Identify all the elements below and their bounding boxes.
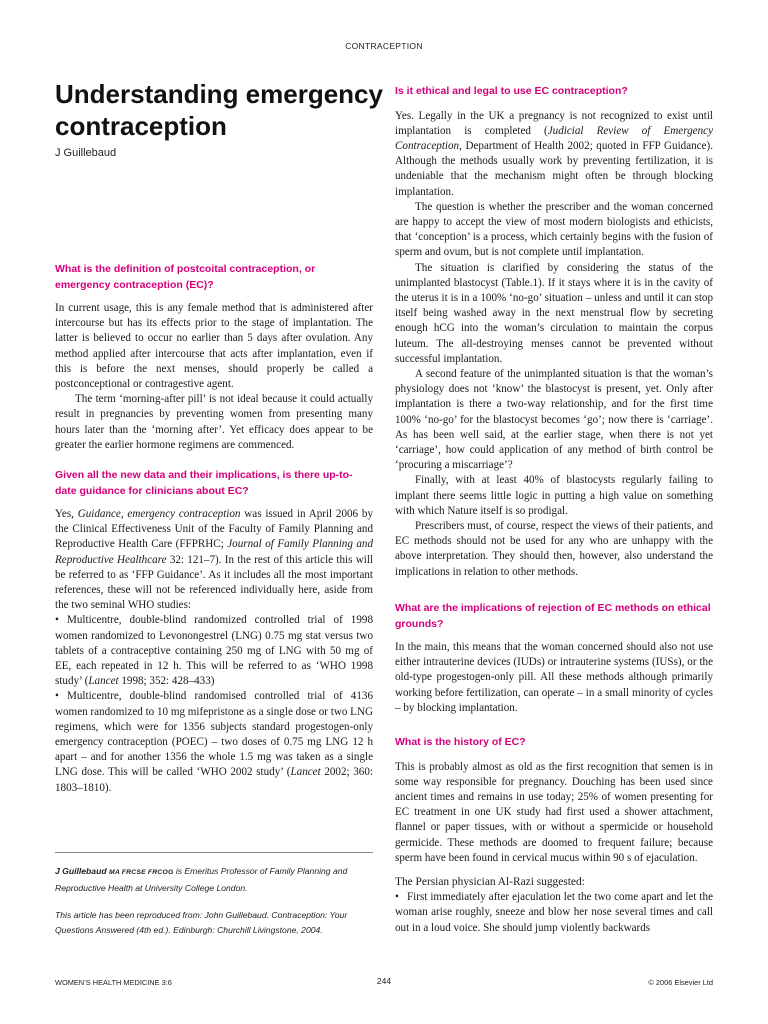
footer-copyright: © 2006 Elsevier Ltd (648, 978, 713, 987)
paragraph: A second feature of the unimplanted situation is that the woman’s physiology does not ‘know’ the blastocyst is present, yet. Only after implantation is there a two-way relationship, and for the first time 100% ‘no-go’ for the blastocyst becomes ‘go’; now there is ‘carriage’. As has been well said, at the earlier stage, when there is not yet ‘carriage’, how could application of any method of birth control be ‘procuring a miscarriage’? (395, 367, 713, 472)
bullet-item (55, 689, 373, 795)
section-body (395, 109, 713, 580)
paragraph: The term ‘morning-after pill’ is not ideal because it could actually result in pregnancies by preventing women from presenting many hours later than the ‘morning after’. Yet efficacy does appear to be greater the earlier hormone regimens are commenced. (55, 393, 373, 451)
section-heading: What is the history of EC? (395, 736, 526, 748)
author-note (55, 864, 373, 937)
author-bio (55, 864, 373, 895)
author-credentials: MA FRCSE FRCOG (108, 869, 174, 876)
italic-title: Guidance, emergency contraception (77, 508, 241, 520)
text-run: , Department of Health 2002; quoted in FFP Guidance). Although the methods usually work by preventing fertilization, it is undeniable that the mechanism might often be through blocking implantation. (395, 139, 713, 198)
paragraph: Prescribers must, of course, respect the views of their patients, and EC methods should not be used for any who are unhappy with the above interpretation. They should then, however, also understand the implications in relation to other methods. (395, 519, 713, 578)
section-implications (395, 601, 713, 716)
text-run: Multicentre, double-blind randomised controlled trial of 4136 women randomized to 10 mg mifepristone as a single dose or two LNG regimens, which were for 1356 subjects standard progestogen-only emergency contraception (POEC) – two doses of 0.75 mg LNG 12 h apart – and for another 1356 the whole 1.5 mg was taken as a single LNG dose. This will be called ‘WHO 2002 study’ ( (55, 690, 373, 779)
paragraph: In current usage, this is any female method that is administered after intercourse but has its effects prior to the stage of implantation. The latter is believed to occur no earlier than 5 days after ovulation. Any method applied after intercourse that acts after implantation, even if this is before the next menses, should properly be called a postconceptional or contragestive agent. (55, 302, 373, 391)
text-run: was issued in April 2006 by the Clinical Effectiveness Unit of the Faculty of Family Planning and Reproductive Health Care (FFPRHC; (55, 508, 373, 551)
text-run: Yes, (55, 508, 78, 520)
bullet-icon: • (55, 690, 59, 703)
journal-title: Lancet (88, 675, 119, 688)
footer-journal: WOMEN’S HEALTH MEDICINE 3:6 (55, 978, 172, 987)
section-guidance (55, 468, 373, 796)
journal-title: Journal of Family Planning and Reproductive Healthcare (55, 538, 373, 566)
section-ethics (395, 84, 713, 580)
divider (55, 852, 373, 853)
text-run: First immediately after ejaculation let the two come apart and let the woman arise roughly, sneeze and blow her nose several times and call out in a loud voice. She should jump violently backwards (395, 891, 713, 934)
title-line-2: contraception (55, 111, 227, 141)
section-history (395, 735, 713, 936)
section-heading: What is the definition of postcoital contraception, or emergency contraception (EC)? (55, 263, 316, 291)
section-heading: Is it ethical and legal to use EC contraception? (395, 85, 628, 97)
section-heading: Given all the new data and their implications, is there up-to-date guidance for clinicians about EC? (55, 469, 353, 497)
paragraph: In the main, this means that the woman concerned should also not use either intrauterine devices (IUDs) or intrauterine systems (IUSs), or the old-type progestogen-only pill. All these methods although primarily working before fertilization, can operate – in a small minority of cycles – by blocking implantation. (395, 641, 713, 714)
page-number: 244 (376, 976, 392, 986)
paragraph (395, 109, 713, 200)
italic-title: Judicial Review of Emergency Contraception (395, 124, 713, 152)
text-run: 2002; 360: 1803–1810). (55, 766, 373, 794)
reproduced-note: This article has been reproduced from: John Guillebaud. Contraception: Your Questions Answered (4th ed.). Edinburgh: Churchill Livingstone, 2004. (55, 910, 348, 935)
running-head: CONTRACEPTION (345, 41, 423, 51)
paragraph: The question is whether the prescriber and the woman concerned are happy to accept the view of most modern biologists and ethicists, that ‘conception’ is a process, which certainly begins with the fusion of sperm and ovum, but is not complete until implantation. (395, 200, 713, 259)
article-author: J Guillebaud (55, 147, 117, 159)
section-definition (55, 262, 373, 453)
article-title (55, 78, 385, 142)
bullet-item (55, 613, 373, 689)
text-run: Multicentre, double-blind randomized controlled trial of 1998 women randomized to Levonongestrel (LNG) 0.75 mg stat versus two tablets of a contraceptive containing 250 mg of LNG with 50 mg of EE, each repeated in 12 h. This will be referred to as ‘WHO 1998 study’ ( (55, 614, 373, 688)
section-heading: What are the implications of rejection of EC methods on ethical grounds? (395, 602, 711, 630)
subheading: The Persian physician Al-Razi suggested: (395, 875, 585, 888)
bullet-icon: • (395, 891, 399, 904)
text-run: Yes. Legally in the UK a pregnancy is not recognized to exist until implantation is completed ( (395, 109, 713, 137)
bullet-item (395, 890, 713, 936)
text-run: 1998; 352: 428–433) (118, 675, 215, 688)
section-body (55, 301, 373, 453)
section-body (395, 640, 713, 716)
paragraph: Finally, with at least 40% of blastocysts regularly failing to implant there seems little logic in putting a high value on something with which Nature itself is so prodigal. (395, 474, 713, 517)
paragraph: This is probably almost as old as the first recognition that semen is in some way responsible for pregnancy. Douching has been used since ancient times and remains in use today; 25% of women presenting for EC treatment in one UK study had first used a shower attachment, flannel or paper tissues, with or without a spermicide or household germicide. These methods are doomed to frequent failure; because sperm have been found in cervical mucus within 90 s of ejaculation. (395, 760, 713, 864)
text-run: is Emeritus Professor of Family Planning and Reproductive Health at University College London. (55, 866, 348, 893)
section-body (395, 760, 713, 936)
bullet-icon: • (55, 614, 59, 627)
author-name: J Guillebaud (55, 866, 107, 876)
text-run: 32: 121–7). In the rest of this article this will be referred to as ‘FFP Guidance’. As it includes all the most important references, these will not be referenced individually here, aside from the two seminal WHO studies: (55, 553, 373, 612)
section-body (55, 507, 373, 796)
journal-title: Lancet (290, 766, 321, 779)
paragraph (55, 507, 373, 613)
title-line-1: Understanding emergency (55, 79, 383, 109)
paragraph: The situation is clarified by considering the status of the unimplanted blastocyst (Table.1). If it stays where it is in the cavity of the uterus it is in a 100% ‘no-go’ situation – unless and until it can stop itself being washed away in the next menstrual flow by secreting enough hCG into the woman’s circulation to maintain the corpus luteum. The all-destroying menses cannot be prevented without successful implantation. (395, 261, 713, 365)
